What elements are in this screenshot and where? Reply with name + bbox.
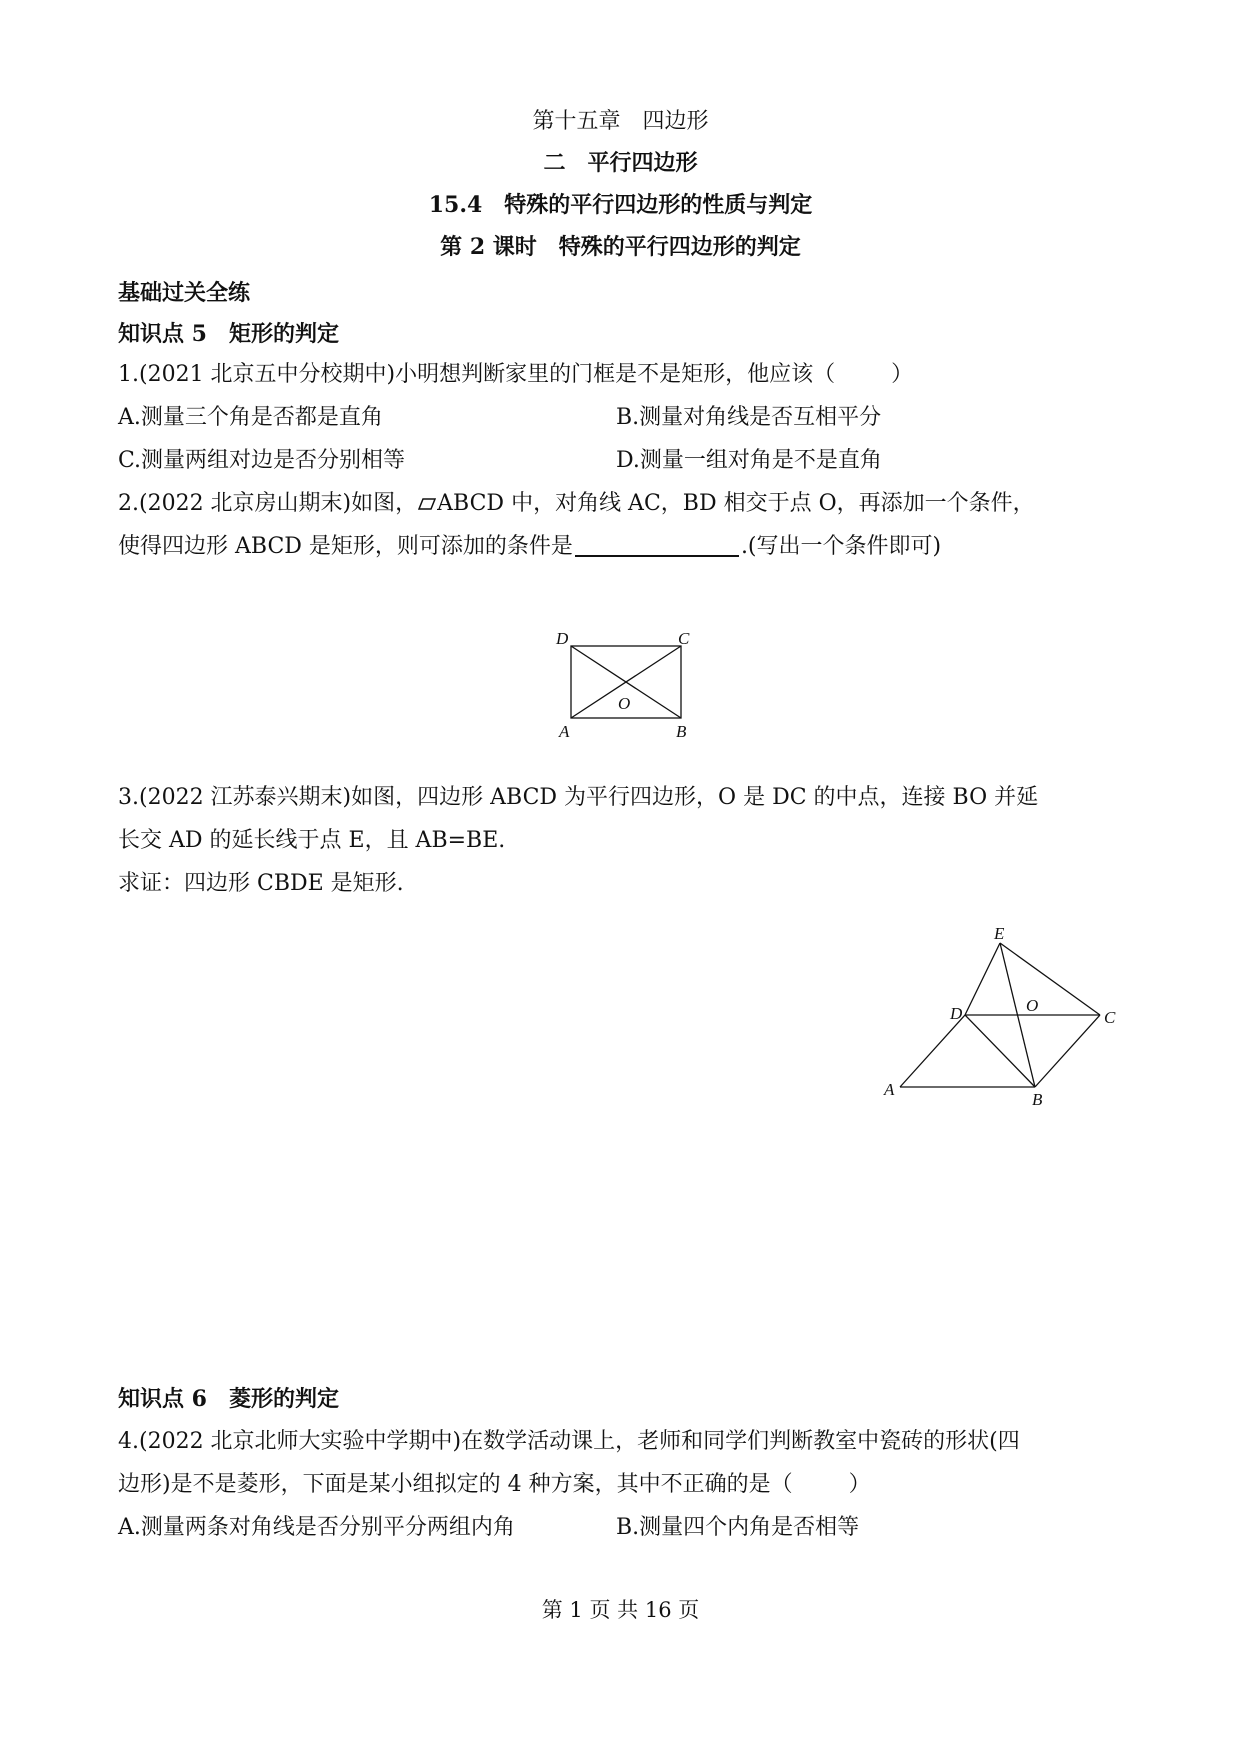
- question-2-line-2-post: .(写出一个条件即可): [740, 534, 942, 559]
- subsection-title: 15.4 特殊的平行四边形的性质与判定: [428, 192, 813, 218]
- footer-prefix: 第: [541, 1598, 563, 1622]
- question-1-paren-end: ）: [891, 362, 914, 387]
- label-c2: C: [1104, 1008, 1116, 1027]
- parallelogram-icon: [418, 490, 436, 520]
- question-2-line-1-post: ABCD 中，对角线 AC，BD 相交于点 O，再添加一个条件，: [437, 491, 1035, 516]
- question-4-line-2-text: 边形)是不是菱形，下面是某小组拟定的 4 种方案，其中不正确的是（: [118, 1472, 793, 1497]
- question-4-line-2: [118, 1470, 871, 1500]
- question-2-line-2-pre: 使得四边形 ABCD 是矩形，则可添加的条件是: [118, 534, 573, 559]
- rectangle-figure: [555, 630, 695, 742]
- question-2-line-1: [118, 489, 1035, 520]
- current-page-number: 1: [569, 1598, 583, 1622]
- question-3-line-2: 长交 AD 的延长线于点 E，且 AB=BE.: [118, 828, 506, 853]
- label-d: D: [556, 630, 569, 648]
- question-4-paren-end: ）: [848, 1472, 871, 1497]
- question-1-option-c: C.测量两组对边是否分别相等: [118, 448, 406, 473]
- label-o: O: [618, 694, 631, 713]
- question-3-line-1: 3.(2022 江苏泰兴期末)如图，四边形 ABCD 为平行四边形，O 是 DC 的中点，连接 BO 并延: [118, 785, 1039, 810]
- knowledge-point-5: 知识点 5 矩形的判定: [118, 321, 339, 347]
- section-title: 二 平行四边形: [543, 150, 698, 176]
- question-4-option-a: A.测量两条对角线是否分别平分两组内角: [118, 1515, 515, 1540]
- question-3-line-3: 求证：四边形 CBDE 是矩形.: [118, 871, 404, 896]
- question-4-line-1: 4.(2022 北京北师大实验中学期中)在数学活动课上，老师和同学们判断教室中瓷砖的形状(四: [118, 1429, 1020, 1454]
- answer-blank[interactable]: [575, 533, 739, 557]
- label-e: E: [994, 924, 1005, 943]
- lesson-title: 第 2 课时 特殊的平行四边形的判定: [440, 234, 801, 260]
- label-b: B: [676, 722, 687, 741]
- label-b2: B: [1032, 1090, 1043, 1109]
- label-d2: D: [950, 1004, 963, 1023]
- label-a: A: [559, 722, 570, 741]
- question-1-option-b: B.测量对角线是否互相平分: [616, 405, 882, 430]
- question-1-text: 1.(2021 北京五中分校期中)小明想判断家里的门框是不是矩形，他应该（: [118, 362, 836, 387]
- label-o2: O: [1026, 996, 1039, 1015]
- question-2-line-1-pre: 2.(2022 北京房山期末)如图，: [118, 491, 418, 516]
- question-1-option-a: A.测量三个角是否都是直角: [118, 405, 383, 430]
- question-1-option-d: D.测量一组对角是不是直角: [616, 448, 882, 473]
- label-a2: A: [884, 1080, 895, 1099]
- knowledge-point-6: 知识点 6 菱形的判定: [118, 1386, 339, 1412]
- question-1-stem: [118, 360, 913, 390]
- footer-middle: 页 共: [589, 1598, 639, 1622]
- question-2-line-2: [118, 532, 941, 562]
- total-pages: 16: [644, 1598, 672, 1622]
- footer-suffix: 页: [678, 1598, 700, 1622]
- parallelogram-figure: [860, 915, 1120, 1115]
- label-c: C: [678, 630, 690, 648]
- chapter-title: 第十五章 四边形: [532, 109, 709, 134]
- page-footer: [0, 1595, 1241, 1625]
- practice-heading: 基础过关全练: [118, 280, 251, 306]
- question-4-option-b: B.测量四个内角是否相等: [616, 1515, 860, 1540]
